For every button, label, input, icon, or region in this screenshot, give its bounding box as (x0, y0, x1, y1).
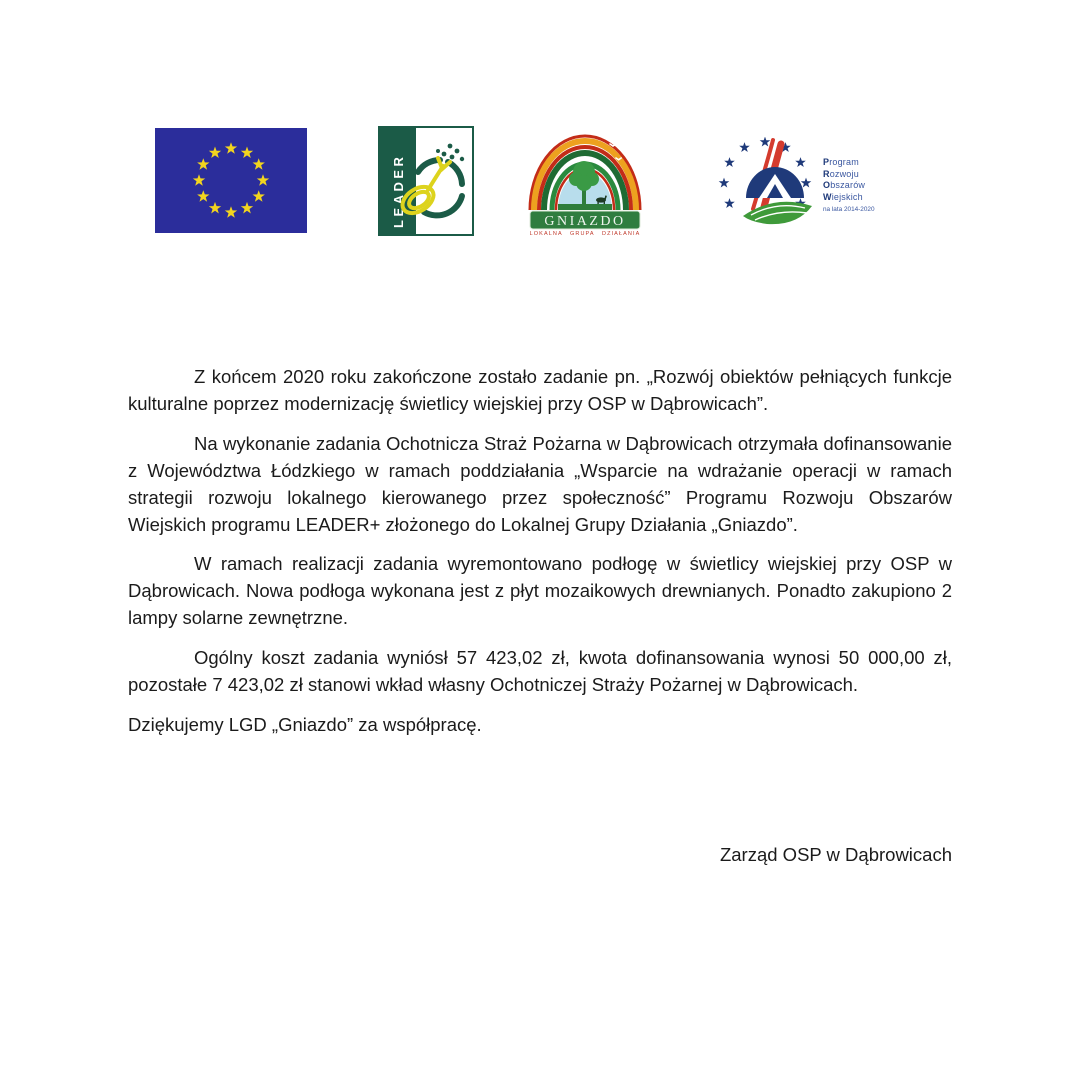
prow-title-word: Rozwoju (823, 168, 859, 179)
prow-subtitle: na lata 2014-2020 (823, 206, 875, 213)
leader-logo (378, 126, 474, 236)
letter-body (128, 364, 952, 739)
paragraph: Dziękujemy LGD „Gniazdo” za współpracę. (128, 713, 482, 735)
prow-logo (715, 137, 879, 232)
paragraph: Ogólny koszt zadania wyniósł 57 423,02 zł, kwota dofinansowania wynosi 50 000,00 zł, pozostałe 7 423,02 zł stanowi wkład własny Ochotniczej Straży Pożarnej w Dąbrowicach. (128, 647, 952, 696)
paragraph: Na wykonanie zadania Ochotnicza Straż Pożarna w Dąbrowicach otrzymała dofinansowanie z Województwa Łódzkiego w ramach poddziałania „Wsparcie na wdrażanie operacji w ramach strategii rozwoju lokalnego kierowanego przez społeczność” Programu Rozwoju Obszarów Wiejskich programu LEADER+ złożonego do Lokalnej Grupy Działania „Gniazdo”. (128, 432, 952, 535)
prow-title-word: Program (823, 157, 859, 167)
paragraph: W ramach realizacji zadania wyremontowano podłogę w świetlicy wiejskiej przy OSP w Dąbrowicach. Nowa podłoga wykonana jest z płyt mozaikowych drewnianych. Ponadto zakupiono 2 lampy solarne zewnętrzne. (128, 553, 952, 629)
paragraph: Z końcem 2020 roku zakończone zostało zadanie pn. „Rozwój obiektów pełniących funkcje kulturalne poprzez modernizację świetlicy wiejskiej przy OSP w Dąbrowicach”. (128, 366, 952, 414)
leader-label: LEADER (391, 153, 406, 228)
prow-emblem (715, 137, 821, 232)
signature: Zarząd OSP w Dąbrowicach (719, 843, 952, 865)
gniazdo-caption: LOKALNA GRUPA DZIAŁANIA (529, 231, 641, 236)
prow-title (823, 157, 875, 203)
prow-title-word: Obszarów (823, 180, 866, 190)
gniazdo-logo (524, 128, 646, 236)
prow-text (823, 157, 875, 214)
letter (128, 364, 952, 868)
prow-title-word: Wiejskich (823, 191, 863, 202)
eu-flag-logo (155, 128, 307, 233)
gniazdo-label: GNIAZDO (544, 214, 626, 229)
